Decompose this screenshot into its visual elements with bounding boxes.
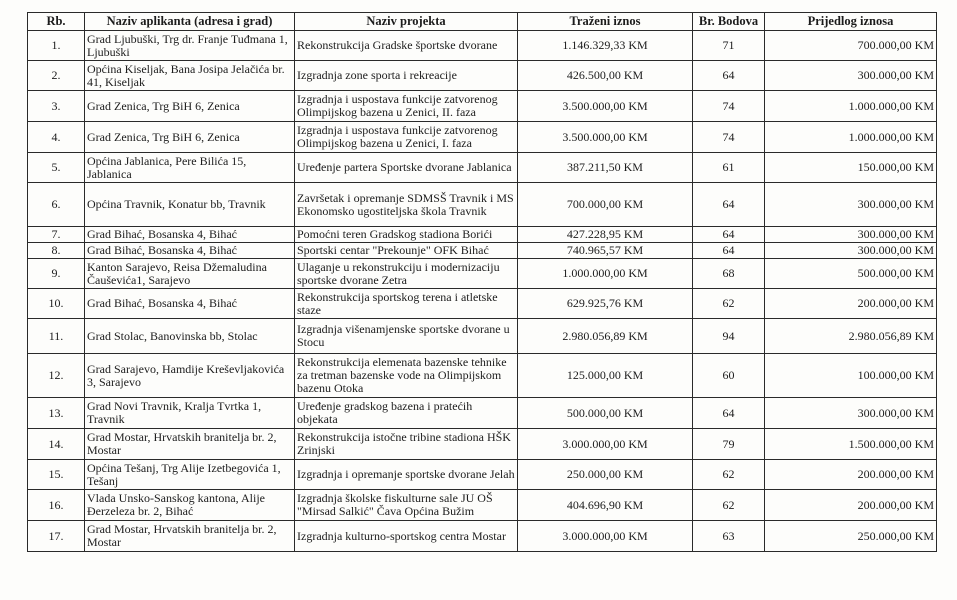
row-number: 6. — [28, 183, 85, 227]
project-cell: Izgradnja i uspostava funkcije zatvorenog Olimpijskog bazena u Zenici, I. faza — [295, 122, 518, 153]
applicant-cell: Grad Stolac, Banovinska bb, Stolac — [85, 319, 295, 354]
requested-amount-cell: 387.211,50 KM — [518, 153, 693, 183]
projects-table — [27, 12, 937, 552]
header-row — [28, 13, 937, 31]
row-number: 7. — [28, 227, 85, 243]
points-cell: 79 — [693, 429, 765, 460]
row-number: 8. — [28, 243, 85, 259]
table-row — [28, 259, 937, 289]
points-cell: 64 — [693, 398, 765, 429]
table-row — [28, 398, 937, 429]
project-cell: Rekonstrukcija istočne tribine stadiona HŠK Zrinjski — [295, 429, 518, 460]
table-row — [28, 31, 937, 61]
requested-amount-cell: 3.500.000,00 KM — [518, 91, 693, 122]
applicant-cell: Općina Tešanj, Trg Alije Izetbegovića 1, Tešanj — [85, 460, 295, 490]
table-row — [28, 490, 937, 521]
requested-amount-cell: 2.980.056,89 KM — [518, 319, 693, 354]
proposal-cell: 200.000,00 KM — [765, 490, 937, 521]
row-number: 5. — [28, 153, 85, 183]
table-row — [28, 460, 937, 490]
proposal-cell: 300.000,00 KM — [765, 61, 937, 91]
points-cell: 74 — [693, 122, 765, 153]
points-cell: 64 — [693, 183, 765, 227]
requested-amount-cell: 3.000.000,00 KM — [518, 521, 693, 552]
applicant-cell: Općina Jablanica, Pere Bilića 15, Jablanica — [85, 153, 295, 183]
proposal-cell: 700.000,00 KM — [765, 31, 937, 61]
header-requested: Traženi iznos — [518, 13, 693, 31]
applicant-cell: Grad Sarajevo, Hamdije Kreševljakovića 3, Sarajevo — [85, 354, 295, 398]
row-number: 11. — [28, 319, 85, 354]
row-number: 1. — [28, 31, 85, 61]
project-cell: Izgradnja zone sporta i rekreacije — [295, 61, 518, 91]
requested-amount-cell: 629.925,76 KM — [518, 289, 693, 319]
row-number: 10. — [28, 289, 85, 319]
table-row — [28, 289, 937, 319]
row-number: 17. — [28, 521, 85, 552]
applicant-cell: Grad Bihać, Bosanska 4, Bihać — [85, 243, 295, 259]
points-cell: 60 — [693, 354, 765, 398]
requested-amount-cell: 1.000.000,00 KM — [518, 259, 693, 289]
requested-amount-cell: 125.000,00 KM — [518, 354, 693, 398]
requested-amount-cell: 250.000,00 KM — [518, 460, 693, 490]
row-number: 15. — [28, 460, 85, 490]
table-row — [28, 61, 937, 91]
project-cell: Uređenje gradskog bazena i pratećih objekata — [295, 398, 518, 429]
project-cell: Izgradnja i opremanje sportske dvorane Jelah — [295, 460, 518, 490]
project-cell: Pomoćni teren Gradskog stadiona Borići — [295, 227, 518, 243]
applicant-cell: Vlada Unsko-Sanskog kantona, Alije Đerzeleza br. 2, Bihać — [85, 490, 295, 521]
table-row — [28, 429, 937, 460]
applicant-cell: Grad Mostar, Hrvatskih branitelja br. 2, Mostar — [85, 521, 295, 552]
applicant-cell: Grad Mostar, Hrvatskih branitelja br. 2, Mostar — [85, 429, 295, 460]
project-cell: Završetak i opremanje SDMSŠ Travnik i MS Ekonomsko ugostiteljska škola Travnik — [295, 183, 518, 227]
requested-amount-cell: 740.965,57 KM — [518, 243, 693, 259]
table-row — [28, 521, 937, 552]
project-cell: Izgradnja kulturno-sportskog centra Mostar — [295, 521, 518, 552]
table-row — [28, 153, 937, 183]
header-rb: Rb. — [28, 13, 85, 31]
header-points: Br. Bodova — [693, 13, 765, 31]
proposal-cell: 1.500.000,00 KM — [765, 429, 937, 460]
table-row — [28, 183, 937, 227]
row-number: 4. — [28, 122, 85, 153]
header-applicant: Naziv aplikanta (adresa i grad) — [85, 13, 295, 31]
header-proposal: Prijedlog iznosa — [765, 13, 937, 31]
points-cell: 62 — [693, 289, 765, 319]
proposal-cell: 1.000.000,00 KM — [765, 91, 937, 122]
table-row — [28, 91, 937, 122]
points-cell: 64 — [693, 61, 765, 91]
project-cell: Rekonstrukcija sportskog terena i atletske staze — [295, 289, 518, 319]
requested-amount-cell: 3.000.000,00 KM — [518, 429, 693, 460]
project-cell: Rekonstrukcija elemenata bazenske tehnike za tretman bazenske vode na Olimpijskom bazenu Otoka — [295, 354, 518, 398]
project-cell: Izgradnja i uspostava funkcije zatvorenog Olimpijskog bazena u Zenici, II. faza — [295, 91, 518, 122]
points-cell: 64 — [693, 227, 765, 243]
requested-amount-cell: 1.146.329,33 KM — [518, 31, 693, 61]
table-row — [28, 122, 937, 153]
table-row — [28, 243, 937, 259]
proposal-cell: 300.000,00 KM — [765, 243, 937, 259]
row-number: 13. — [28, 398, 85, 429]
row-number: 12. — [28, 354, 85, 398]
points-cell: 74 — [693, 91, 765, 122]
proposal-cell: 500.000,00 KM — [765, 259, 937, 289]
project-cell: Rekonstrukcija Gradske športske dvorane — [295, 31, 518, 61]
table-row — [28, 354, 937, 398]
points-cell: 63 — [693, 521, 765, 552]
proposal-cell: 250.000,00 KM — [765, 521, 937, 552]
points-cell: 71 — [693, 31, 765, 61]
project-cell: Uređenje partera Sportske dvorane Jablanica — [295, 153, 518, 183]
table-row — [28, 227, 937, 243]
points-cell: 62 — [693, 490, 765, 521]
project-cell: Ulaganje u rekonstrukciju i modernizaciju sportske dvorane Zetra — [295, 259, 518, 289]
proposal-cell: 200.000,00 KM — [765, 460, 937, 490]
points-cell: 62 — [693, 460, 765, 490]
points-cell: 64 — [693, 243, 765, 259]
header-project: Naziv projekta — [295, 13, 518, 31]
proposal-cell: 300.000,00 KM — [765, 398, 937, 429]
applicant-cell: Kanton Sarajevo, Reisa Džemaludina Čauševića1, Sarajevo — [85, 259, 295, 289]
project-cell: Sportski centar "Prekounje" OFK Bihać — [295, 243, 518, 259]
applicant-cell: Općina Travnik, Konatur bb, Travnik — [85, 183, 295, 227]
applicant-cell: Grad Novi Travnik, Kralja Tvrtka 1, Travnik — [85, 398, 295, 429]
proposal-cell: 150.000,00 KM — [765, 153, 937, 183]
requested-amount-cell: 3.500.000,00 KM — [518, 122, 693, 153]
table-row — [28, 319, 937, 354]
row-number: 2. — [28, 61, 85, 91]
requested-amount-cell: 700.000,00 KM — [518, 183, 693, 227]
points-cell: 61 — [693, 153, 765, 183]
requested-amount-cell: 500.000,00 KM — [518, 398, 693, 429]
applicant-cell: Grad Ljubuški, Trg dr. Franje Tuđmana 1, Ljubuški — [85, 31, 295, 61]
project-cell: Izgradnja višenamjenske sportske dvorane u Stocu — [295, 319, 518, 354]
requested-amount-cell: 427.228,95 KM — [518, 227, 693, 243]
points-cell: 68 — [693, 259, 765, 289]
requested-amount-cell: 404.696,90 KM — [518, 490, 693, 521]
applicant-cell: Općina Kiseljak, Bana Josipa Jelačića br. 41, Kiseljak — [85, 61, 295, 91]
applicant-cell: Grad Zenica, Trg BiH 6, Zenica — [85, 122, 295, 153]
applicant-cell: Grad Bihać, Bosanska 4, Bihać — [85, 227, 295, 243]
proposal-cell: 300.000,00 KM — [765, 183, 937, 227]
requested-amount-cell: 426.500,00 KM — [518, 61, 693, 91]
project-cell: Izgradnja školske fiskulturne sale JU OŠ "Mirsad Salkić" Čava Općina Bužim — [295, 490, 518, 521]
row-number: 14. — [28, 429, 85, 460]
applicant-cell: Grad Bihać, Bosanska 4, Bihać — [85, 289, 295, 319]
row-number: 9. — [28, 259, 85, 289]
row-number: 3. — [28, 91, 85, 122]
proposal-cell: 300.000,00 KM — [765, 227, 937, 243]
applicant-cell: Grad Zenica, Trg BiH 6, Zenica — [85, 91, 295, 122]
proposal-cell: 2.980.056,89 KM — [765, 319, 937, 354]
proposal-cell: 100.000,00 KM — [765, 354, 937, 398]
proposal-cell: 1.000.000,00 KM — [765, 122, 937, 153]
proposal-cell: 200.000,00 KM — [765, 289, 937, 319]
points-cell: 94 — [693, 319, 765, 354]
row-number: 16. — [28, 490, 85, 521]
